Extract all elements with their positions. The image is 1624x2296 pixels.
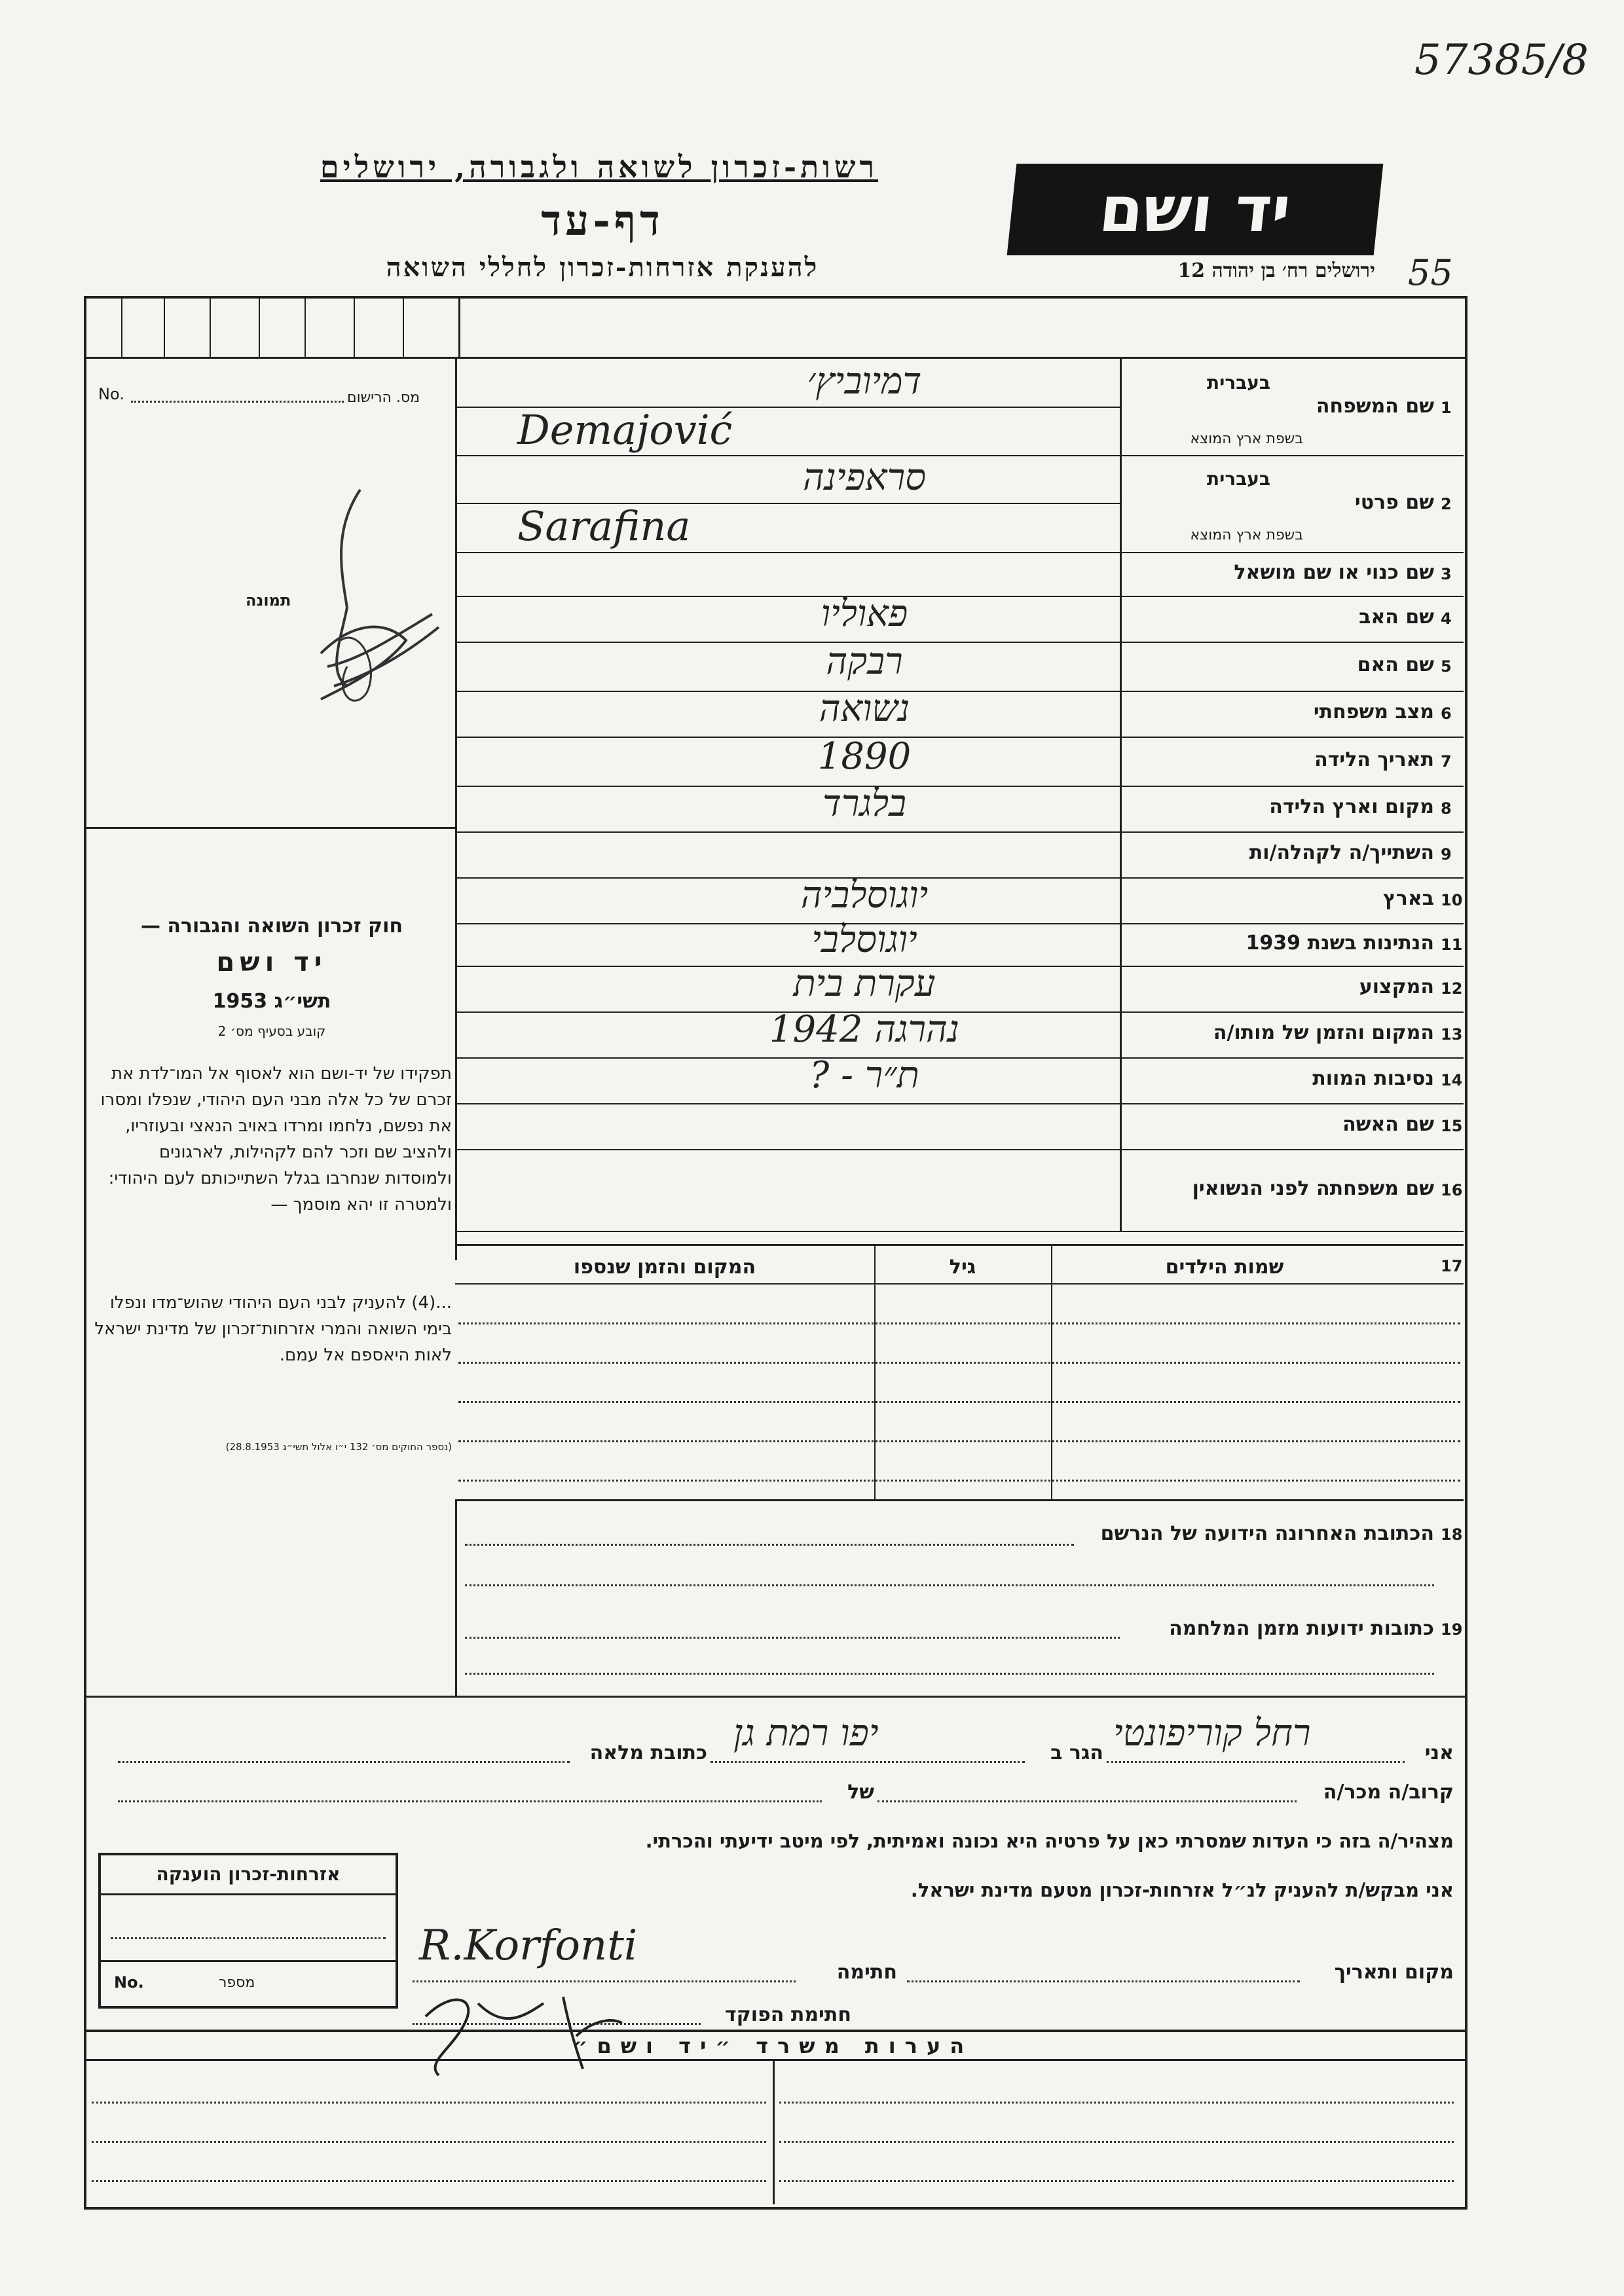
field-14-label: נסיבות המוות bbox=[1312, 1067, 1434, 1090]
field-12-value[interactable]: עקרת בית bbox=[793, 962, 936, 1005]
children-header-names: שמות הילדים bbox=[1165, 1256, 1284, 1279]
children-row-line[interactable] bbox=[458, 1480, 1460, 1482]
place-date-line[interactable] bbox=[907, 1980, 1300, 1982]
field-6-label: מצב משפחתי bbox=[1313, 701, 1434, 723]
field-19-label: כתובות ידועות מזמן המלחמה bbox=[1169, 1617, 1434, 1640]
field-13-number: 13 bbox=[1441, 1025, 1463, 1044]
form-subtitle: להענקת אזרחות-זכרון לחללי השואה bbox=[386, 252, 819, 283]
field-15-label: שם האשה bbox=[1342, 1113, 1434, 1136]
citizenship-box bbox=[98, 1853, 398, 2009]
law-reference: (נספר החוקים מס׳ 132 י״ו אלול תשי״ג 28.8.1953) bbox=[225, 1441, 452, 1453]
children-row-line[interactable] bbox=[458, 1322, 1460, 1324]
law-paragraph-2: ...(4) להעניק לבני העם היהודי שהוש־מדו ונפלו בימי השואה והמרי אזרחות־זכרון של מדינת ישראל לאות היאספם אל עמם. bbox=[94, 1293, 452, 1365]
field-5-value[interactable]: רבקה bbox=[826, 640, 903, 683]
field-11-label: הנתינות בשנת 1939 bbox=[1246, 931, 1434, 955]
field-14-value[interactable]: ת״ר - ? bbox=[809, 1054, 919, 1097]
field-15-number: 15 bbox=[1441, 1117, 1463, 1135]
signature-value: R.Korfonti bbox=[419, 1922, 638, 1970]
field-7-value[interactable]: 1890 bbox=[817, 735, 912, 778]
law-clause-ref: קובע בסעיף מס׳ 2 bbox=[217, 1023, 326, 1039]
authority-line: רשות-זכרון לשואה ולגבורה, ירושלים bbox=[320, 149, 879, 185]
field-2-label: שם פרטי bbox=[1354, 491, 1434, 514]
yad-vashem-logo: יד ושם bbox=[1007, 164, 1384, 255]
declaration-resides-label: הגר ב bbox=[1050, 1741, 1103, 1764]
field-4-number: 4 bbox=[1441, 610, 1452, 628]
photo-signature-scribble bbox=[242, 470, 452, 745]
field-10-value[interactable]: יוגוסלביה bbox=[800, 874, 929, 917]
field-2-sublabel-hebrew: בעברית bbox=[1206, 468, 1270, 490]
declarant-name[interactable]: רחל קוריפונטי bbox=[1113, 1712, 1311, 1755]
field-1-value[interactable]: דמיוביץ׳ bbox=[807, 360, 922, 403]
registration-label: מס. הרישום bbox=[347, 390, 420, 406]
field-8-value[interactable]: בלגרד bbox=[822, 782, 907, 825]
declarant-city[interactable]: יפו רמת גן bbox=[733, 1712, 879, 1755]
field-9-number: 9 bbox=[1441, 845, 1452, 864]
address: ירושלים רח׳ בן יהודה 12 bbox=[1177, 259, 1375, 282]
field-1-sublabel-hebrew: בעברית bbox=[1206, 372, 1270, 393]
declaration-full-address-label: כתובת מלאה bbox=[589, 1741, 707, 1764]
field-5-label: שם האם bbox=[1357, 653, 1434, 676]
photo-area bbox=[85, 359, 455, 827]
field-4-value[interactable]: פאוליו bbox=[821, 592, 908, 635]
field-2-sublabel-origin: בשפת ארץ המוצא bbox=[1190, 527, 1303, 543]
declaration-relative-label: קרוב/ה מכר/ה bbox=[1323, 1781, 1454, 1804]
field-2-value-origin[interactable]: Sarafina bbox=[517, 502, 691, 550]
field-6-value[interactable]: נשואה bbox=[819, 687, 910, 730]
field-18-line[interactable] bbox=[465, 1544, 1074, 1546]
children-row-line[interactable] bbox=[458, 1440, 1460, 1442]
archive-number: 57385/8 bbox=[1414, 36, 1589, 84]
field-17-number: 17 bbox=[1441, 1257, 1463, 1275]
place-date-label: מקום ותאריך bbox=[1334, 1961, 1454, 1984]
field-1-number: 1 bbox=[1441, 399, 1452, 417]
law-box bbox=[92, 835, 452, 1463]
field-7-label: תאריך הלידה bbox=[1314, 748, 1434, 771]
office-notes-title: הערות משרד ״יד ושם״ bbox=[572, 2033, 974, 2058]
field-8-label: מקום וארץ הלידה bbox=[1269, 795, 1434, 818]
citizenship-no-label: No. bbox=[114, 1973, 144, 1992]
field-3-label: שם כנוי או שם מושאל bbox=[1234, 560, 1434, 584]
field-10-number: 10 bbox=[1441, 891, 1463, 909]
citizenship-number-label: מספר bbox=[219, 1975, 255, 1991]
form-title: דף-עד bbox=[541, 196, 664, 246]
registration-no-label: No. bbox=[98, 385, 124, 403]
field-11-value[interactable]: יוגוסלבי bbox=[811, 918, 917, 961]
law-year: תשי״ג 1953 bbox=[212, 990, 331, 1013]
field-18-number: 18 bbox=[1441, 1525, 1463, 1544]
field-2-value[interactable]: סראפינה bbox=[802, 456, 926, 499]
field-16-label: שם משפחתה לפני הנשואין bbox=[1192, 1176, 1434, 1200]
field-12-number: 12 bbox=[1441, 979, 1463, 998]
field-11-number: 11 bbox=[1441, 935, 1463, 954]
law-name: יד ושם bbox=[216, 947, 327, 977]
field-1-sublabel-origin: בשפת ארץ המוצא bbox=[1190, 431, 1303, 447]
office-notes-line[interactable] bbox=[92, 2102, 766, 2104]
children-header-place-time: המקום והזמן שנספו bbox=[573, 1256, 756, 1279]
children-row-line[interactable] bbox=[458, 1362, 1460, 1364]
field-19-line[interactable] bbox=[465, 1637, 1120, 1639]
official-signature-label: חתימת הפוקד bbox=[725, 2003, 851, 2026]
field-5-number: 5 bbox=[1441, 657, 1452, 676]
field-2-number: 2 bbox=[1441, 495, 1452, 513]
photo-label: תמונה bbox=[246, 591, 291, 610]
children-header-age: גיל bbox=[949, 1256, 976, 1279]
field-1-value-origin[interactable]: Demajović bbox=[517, 406, 733, 454]
field-7-number: 7 bbox=[1441, 752, 1452, 771]
field-14-number: 14 bbox=[1441, 1071, 1463, 1089]
law-title: חוק זכרון השואה והגבורה — bbox=[140, 915, 403, 938]
field-16-number: 16 bbox=[1441, 1180, 1463, 1199]
declaration-ani: אני bbox=[1424, 1741, 1454, 1764]
declaration-of-label: של bbox=[847, 1781, 874, 1804]
field-12-label: המקצוע bbox=[1359, 975, 1434, 998]
field-18-label: הכתובת האחרונה הידועה של הנרשם bbox=[1100, 1522, 1434, 1545]
field-13-value[interactable]: נהרגה 1942 bbox=[769, 1008, 960, 1051]
field-8-number: 8 bbox=[1441, 799, 1452, 818]
law-paragraph-1: תפקידו של יד-ושם הוא לאסוף אל המו־לדת את זכרם של כל אלה מבני העם היהודי, שנפלו ומסרו את נפשם, נלחמו ומרדו באויב הנאצי ובעוזריו, ולהציב שם וזכר להם לקהילות, לארגונים ולמוסדות שנחרבו בגלל השתייכותם לעם היהודי: ולמטרה זו יהא מוסמך — bbox=[100, 1064, 452, 1214]
field-4-label: שם האב bbox=[1359, 606, 1434, 629]
signature-label: חתימה bbox=[836, 1961, 897, 1984]
field-3-number: 3 bbox=[1441, 564, 1452, 583]
page-number: 55 bbox=[1408, 252, 1453, 293]
field-19-number: 19 bbox=[1441, 1620, 1463, 1639]
children-row-line[interactable] bbox=[458, 1401, 1460, 1403]
field-10-label: בארץ bbox=[1382, 887, 1434, 910]
field-13-label: המקום והזמן של מותו/ה bbox=[1213, 1021, 1434, 1044]
citizenship-box-title: אזרחות-זכרון הוענקה bbox=[156, 1863, 341, 1885]
field-1-label: שם המשפחה bbox=[1316, 395, 1434, 418]
field-6-number: 6 bbox=[1441, 704, 1452, 723]
declaration-statement: מצהיר/ה בזה כי העדות שמסרתי כאן על פרטיה היא נכונה ואמיתית, לפי מיטב ידיעתי והכרתי. bbox=[645, 1830, 1454, 1852]
field-9-label: השתייך/ה לקהלה/ות bbox=[1249, 841, 1434, 864]
declaration-request: אני מבקש/ת להעניק לנ״ל אזרחות-זכרון מטעם מדינת ישראל. bbox=[910, 1879, 1454, 1901]
